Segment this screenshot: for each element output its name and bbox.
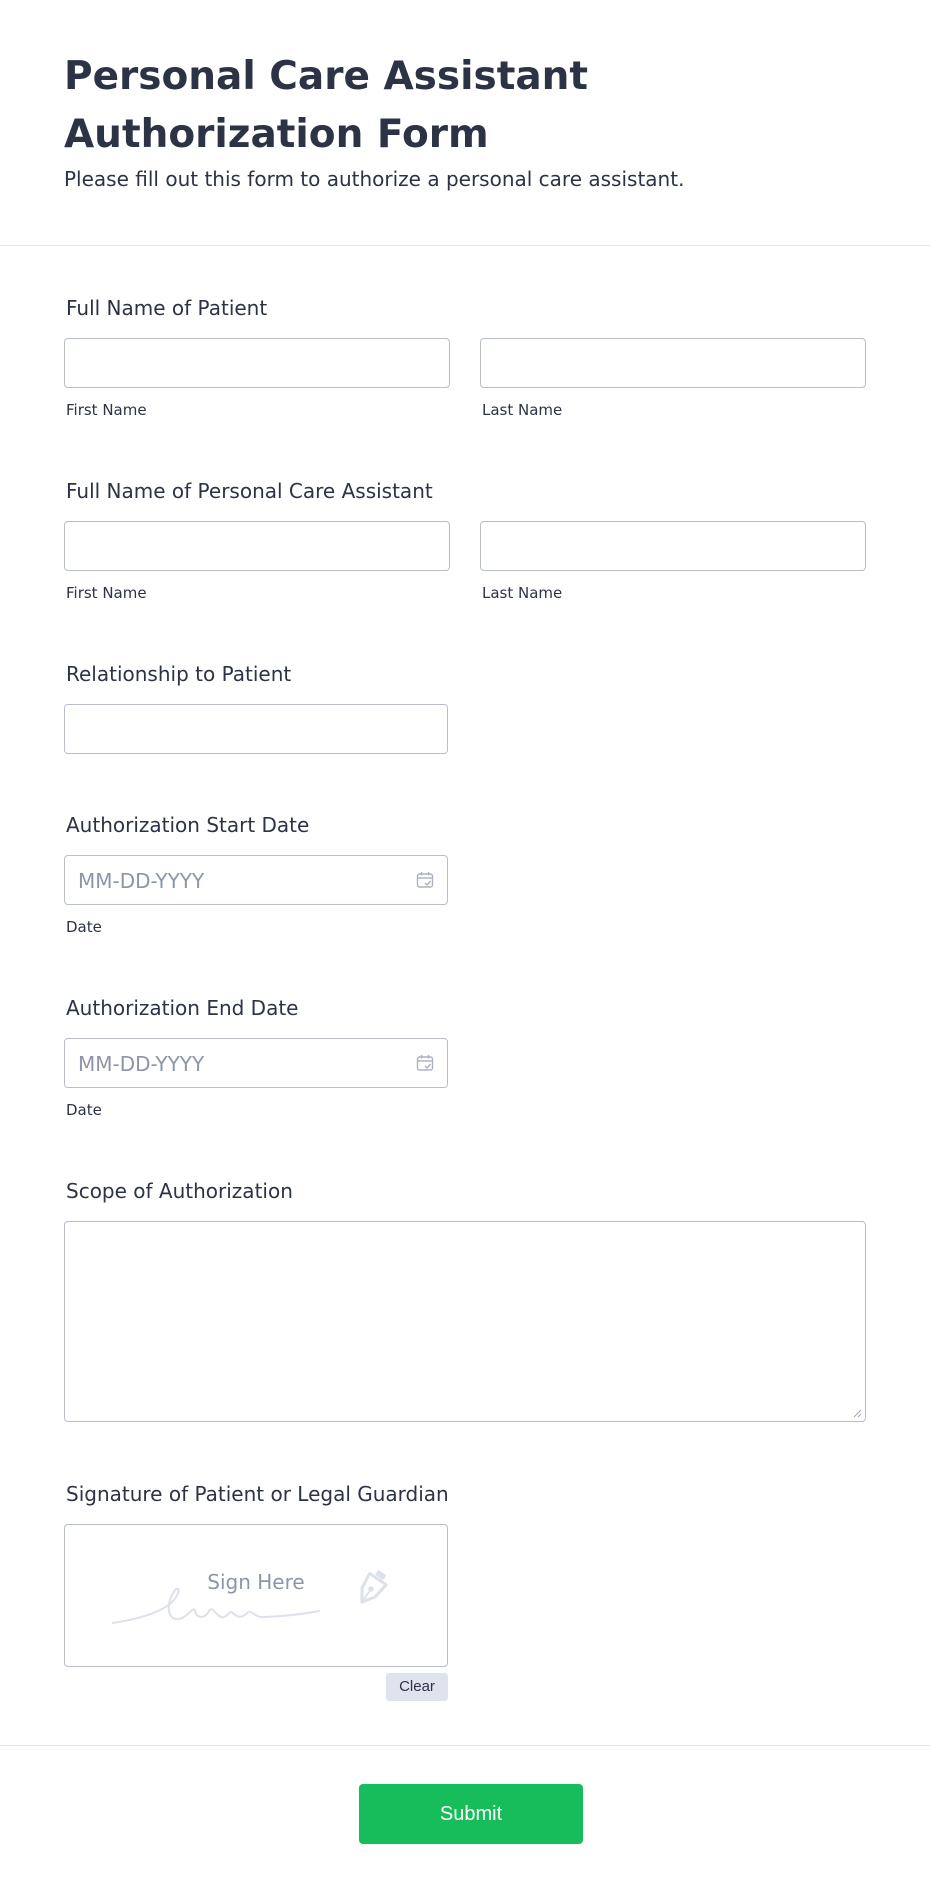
assistant-first-name-input[interactable] (64, 521, 450, 571)
patient-first-name-sublabel: First Name (66, 401, 147, 419)
scope-label: Scope of Authorization (66, 1179, 293, 1203)
patient-name-label: Full Name of Patient (66, 296, 268, 320)
signature-placeholder: Sign Here (207, 1570, 305, 1594)
page-subtitle: Please fill out this form to authorize a personal care assistant. (64, 167, 685, 191)
assistant-name-label: Full Name of Personal Care Assistant (66, 479, 433, 503)
form-header (0, 0, 930, 246)
clear-signature-button[interactable]: Clear (386, 1673, 448, 1701)
relationship-input[interactable] (64, 704, 448, 754)
pen-nib-icon (349, 1567, 393, 1611)
scope-textarea[interactable] (64, 1221, 866, 1422)
resize-handle-icon[interactable] (852, 1408, 862, 1418)
start-date-input[interactable] (64, 855, 448, 905)
patient-last-name-input[interactable] (480, 338, 866, 388)
calendar-icon[interactable] (416, 1054, 434, 1072)
signature-label: Signature of Patient or Legal Guardian (66, 1482, 449, 1506)
assistant-last-name-input[interactable] (480, 521, 866, 571)
end-date-placeholder: MM-DD-YYYY (78, 1052, 205, 1076)
page-title: Personal Care Assistant Authorization Form (64, 54, 589, 157)
end-date-input[interactable] (64, 1038, 448, 1088)
start-date-sublabel: Date (66, 918, 102, 936)
submit-button[interactable]: Submit (359, 1784, 583, 1844)
footer-divider (0, 1745, 930, 1746)
end-date-sublabel: Date (66, 1101, 102, 1119)
signature-pad[interactable] (64, 1524, 448, 1667)
patient-first-name-input[interactable] (64, 338, 450, 388)
start-date-label: Authorization Start Date (66, 813, 310, 837)
assistant-first-name-sublabel: First Name (66, 584, 147, 602)
end-date-label: Authorization End Date (66, 996, 299, 1020)
relationship-label: Relationship to Patient (66, 662, 292, 686)
start-date-placeholder: MM-DD-YYYY (78, 869, 205, 893)
patient-last-name-sublabel: Last Name (482, 401, 563, 419)
assistant-last-name-sublabel: Last Name (482, 584, 563, 602)
calendar-icon[interactable] (416, 871, 434, 889)
